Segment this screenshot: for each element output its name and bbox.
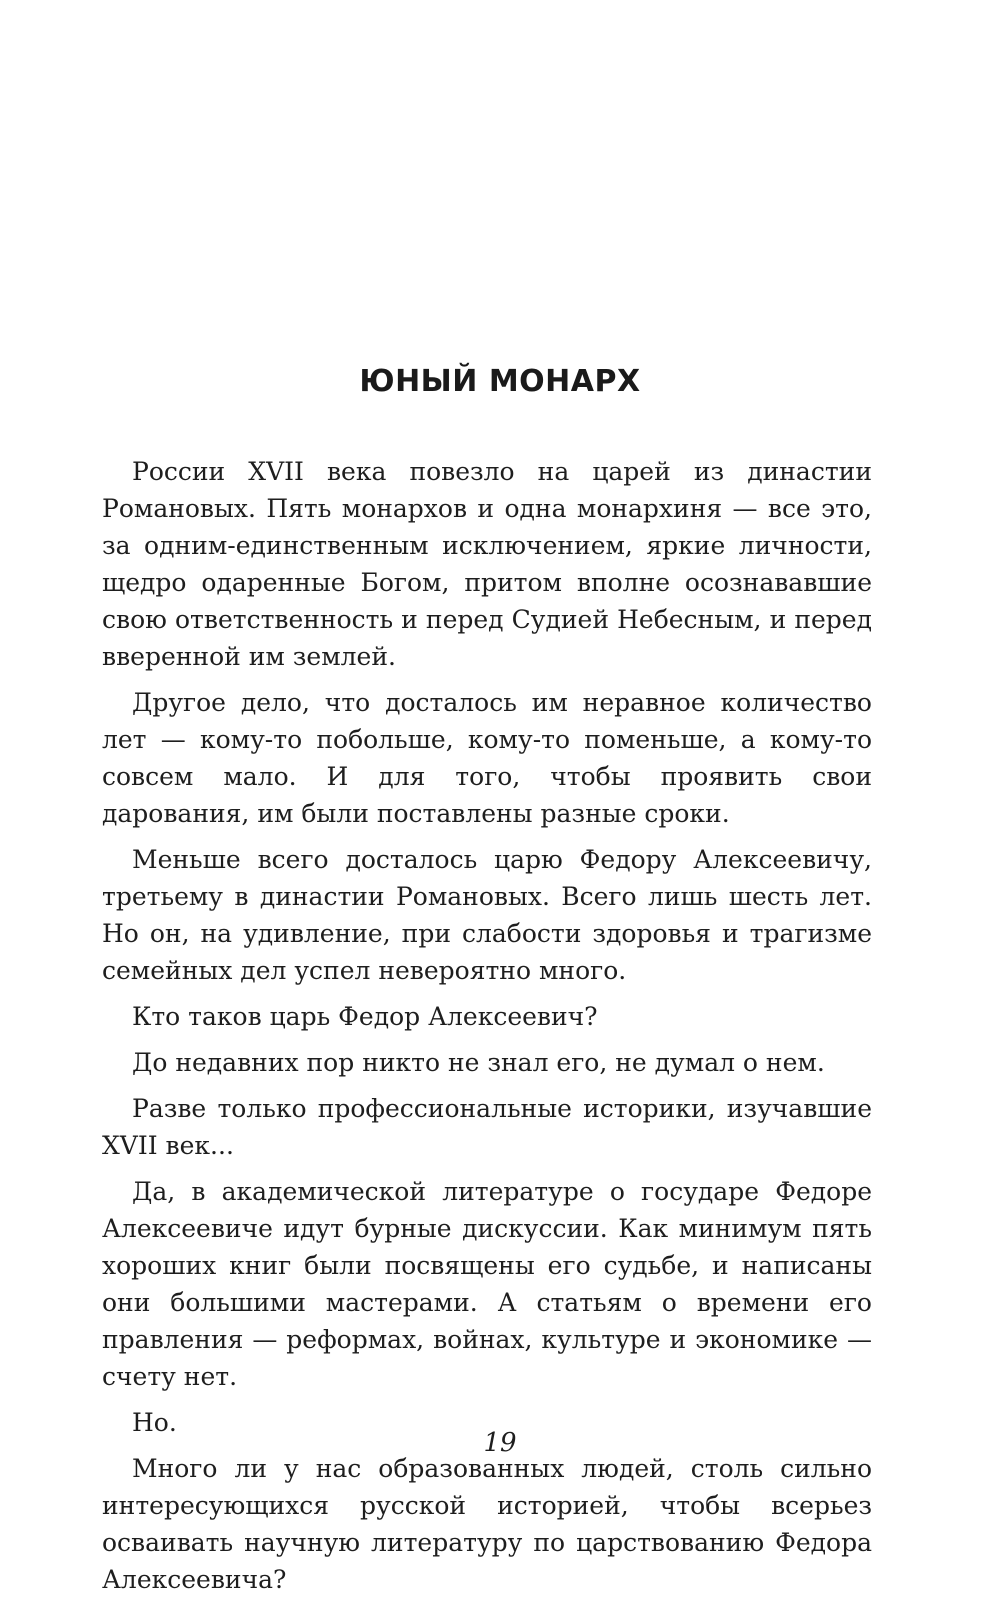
paragraph-7: Да, в академической литературе о государе Федоре Алексеевиче идут бурные дискуссии. Как минимум пять хороших книг были посвящены его судьбе, и написаны они большими мастерами. А статьям о времени его правления — реформах, войнах, культуре и экономике — счету нет. xyxy=(102,1177,872,1391)
paragraph-4: Кто таков царь Федор Алексеевич? xyxy=(132,1002,598,1031)
paragraph-2: Другое дело, что досталось им неравное количество лет — кому-то побольше, кому-то поменьше, а кому-то совсем мало. И для того, чтобы проявить свои дарования, им были поставлены разные сроки. xyxy=(102,688,872,828)
paragraph-1: России XVII века повезло на царей из династии Романовых. Пять монархов и одна монархиня — все это, за одним-единственным исключением, яркие личности, щедро одаренные Богом, притом вполне осознававшие свою ответственность и перед Судией Небесным, и перед вверенной им землей. xyxy=(102,457,872,671)
paragraph-8: Но. xyxy=(132,1408,177,1437)
chapter-title: ЮНЫЙ МОНАРХ xyxy=(359,364,641,399)
paragraph-6: Разве только профессиональные историки, изучавшие XVII век... xyxy=(102,1094,872,1160)
page-number: 19 xyxy=(483,1428,517,1458)
paragraph-9: Много ли у нас образованных людей, столь сильно интересующихся русской историей, чтобы всерьез осваивать научную литературу по царствованию Федора Алексеевича? xyxy=(102,1454,872,1594)
paragraph-3: Меньше всего досталось царю Федору Алексеевичу, третьему в династии Романовых. Всего лишь шесть лет. Но он, на удивление, при слабости здоровья и трагизме семейных дел успел невероятно много. xyxy=(102,845,872,985)
paragraph-5: До недавних пор никто не знал его, не думал о нем. xyxy=(132,1048,825,1077)
